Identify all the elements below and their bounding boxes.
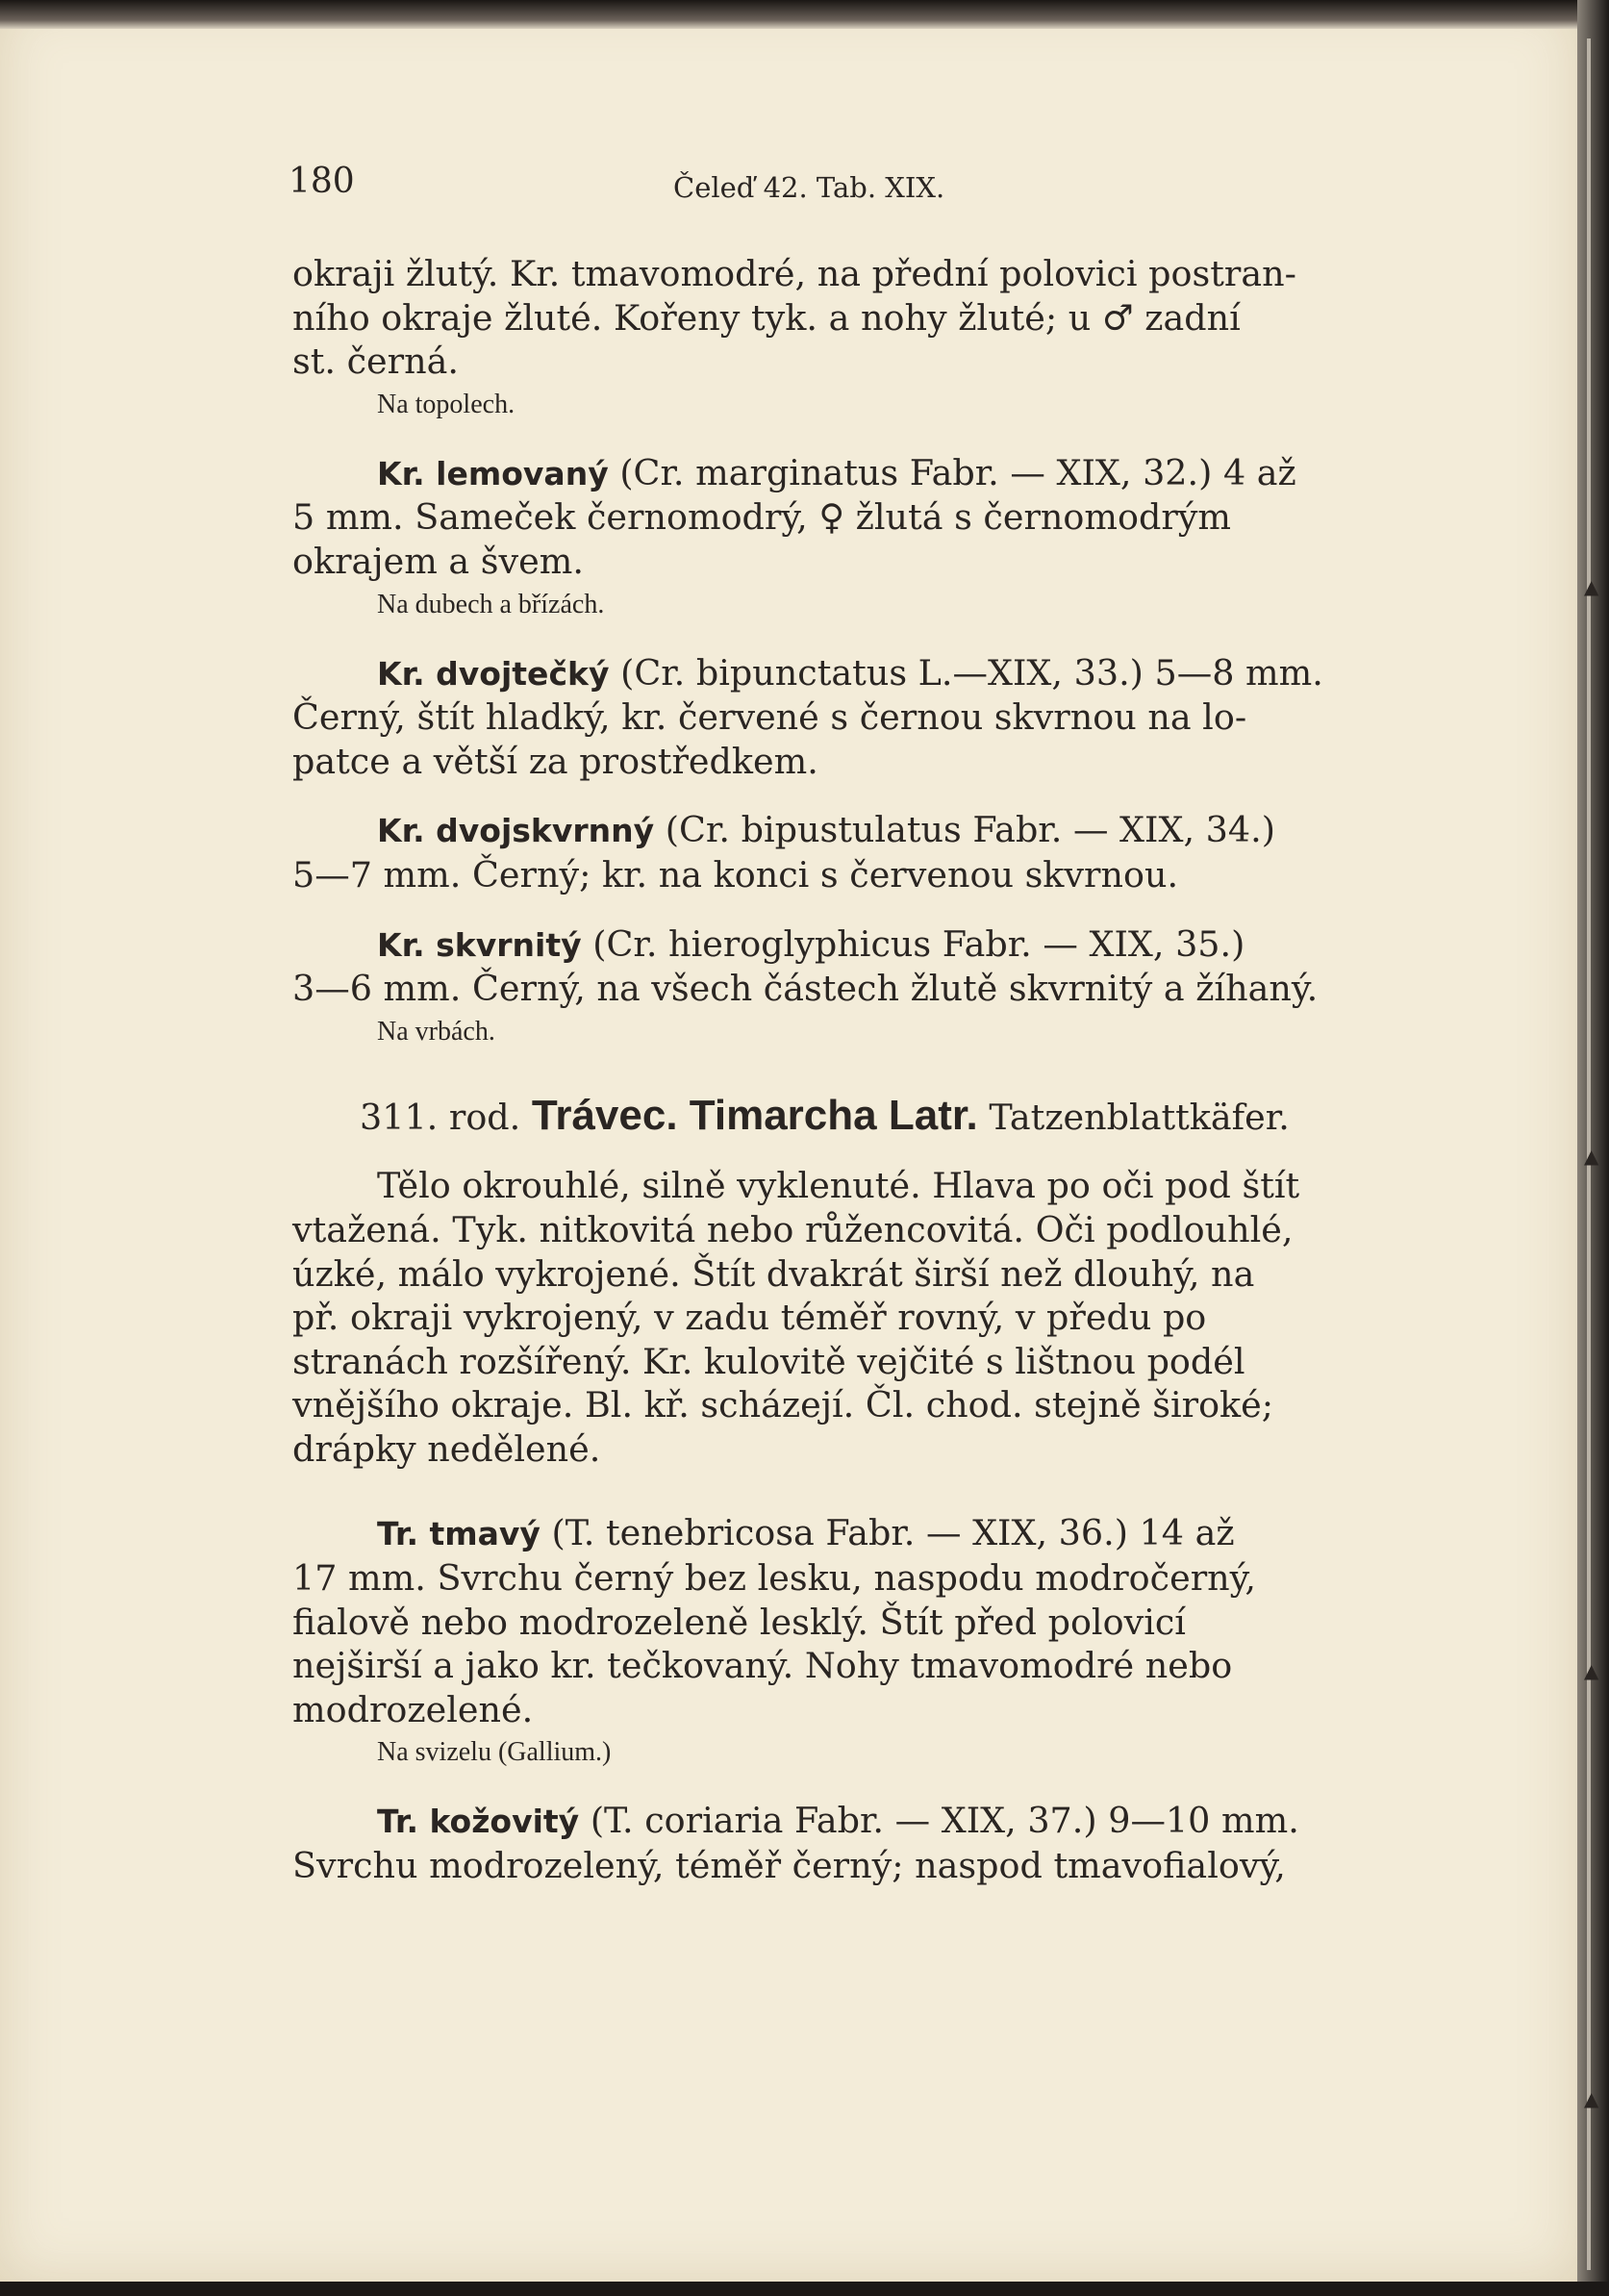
species-name: Tr. kožovitý <box>377 1803 580 1841</box>
page-number: 180 <box>289 162 355 201</box>
species-entry: Kr. skvrnitý (Cr. hieroglyphicus Fabr. — XIX, 35.) 3—6 mm. Černý, na všech částech žlutě skvrnitý a žíhaný. <box>292 922 1319 1010</box>
edge-mark: ▲ <box>1584 1659 1599 1682</box>
genus-german-name: Tatzenblattkäfer. <box>989 1096 1290 1138</box>
edge-mark: ▲ <box>1584 1145 1599 1168</box>
habitat-note: Na svizelu (Gallium.) <box>377 1737 612 1768</box>
page-body <box>292 252 1389 1888</box>
habitat-note: Na vrbách. <box>377 1016 495 1047</box>
habitat-note: Na dubech a břízách. <box>377 589 605 619</box>
species-name: Kr. dvojskvrnný <box>377 812 655 850</box>
species-entry: Kr. dvojskvrnný (Cr. bipustulatus Fabr. — XIX, 34.) 5—7 mm. Černý; kr. na konci s červenou skvrnou. <box>292 809 1275 896</box>
paragraph: okraji žlutý. Kr. tmavomodré, na přední polovici postran- ního okraje žluté. Kořeny tyk. a nohy žluté; u ♂ zadní st. černá. <box>292 253 1296 383</box>
species-entry: Tr. kožovitý (T. coriaria Fabr. — XIX, 37.) 9—10 mm. Svrchu modrozelený, téměř černý; naspod tmavofialový, <box>292 1800 1299 1887</box>
genus-description: Tělo okrouhlé, silně vyklenuté. Hlava po oči pod štít vtažená. Tyk. nitkovitá nebo růžencovitá. Oči podlouhlé, úzké, málo vykrojené. Štít dvakrát širší než dlouhý, na př. okraji vykrojený, v zadu téměř rovný, v předu po stranách rozšířený. Kr. kulovitě vejčité s lištnou podél vnějšího okraje. Bl. kř. scházejí. Čl. chod. stejně široké; drápky nedělené. <box>292 1165 1300 1470</box>
species-name: Tr. tmavý <box>377 1515 541 1553</box>
scan-bottom-edge <box>0 2282 1609 2296</box>
species-name: Kr. dvojtečký <box>377 654 610 693</box>
scan-top-edge <box>0 0 1609 29</box>
habitat-note: Na topolech. <box>377 389 515 419</box>
species-entry: Tr. tmavý (T. tenebricosa Fabr. — XIX, 36.) 14 až 17 mm. Svrchu černý bez lesku, naspodu modročerný, fialově nebo modrozeleně lesklý. Štít před polovicí nejširší a jako kr. tečkovaný. Nohy tmavomodré nebo modrozelené. <box>292 1512 1257 1730</box>
genus-number: 311. rod. <box>360 1096 521 1138</box>
running-header <box>289 162 1385 210</box>
edge-mark: ▲ <box>1584 575 1599 598</box>
species-name: Kr. skvrnitý <box>377 925 582 964</box>
species-name: Kr. lemovaný <box>377 454 609 492</box>
species-entry: Kr. lemovaný (Cr. marginatus Fabr. — XIX, 32.) 4 až 5 mm. Sameček černomodrý, ♀ žlutá s černomodrým okrajem a švem. <box>292 451 1296 582</box>
genus-name: Trávec. Timarcha Latr. <box>531 1091 978 1139</box>
genus-heading <box>292 1091 1389 1140</box>
running-title: Čeleď 42. Tab. XIX. <box>673 171 945 204</box>
species-entry: Kr. dvojtečký (Cr. bipunctatus L.—XIX, 33.) 5—8 mm. Černý, štít hladký, kr. červené s černou skvrnou na lo- patce a větší za prostředkem. <box>292 651 1323 782</box>
edge-mark: ▲ <box>1584 2087 1599 2110</box>
